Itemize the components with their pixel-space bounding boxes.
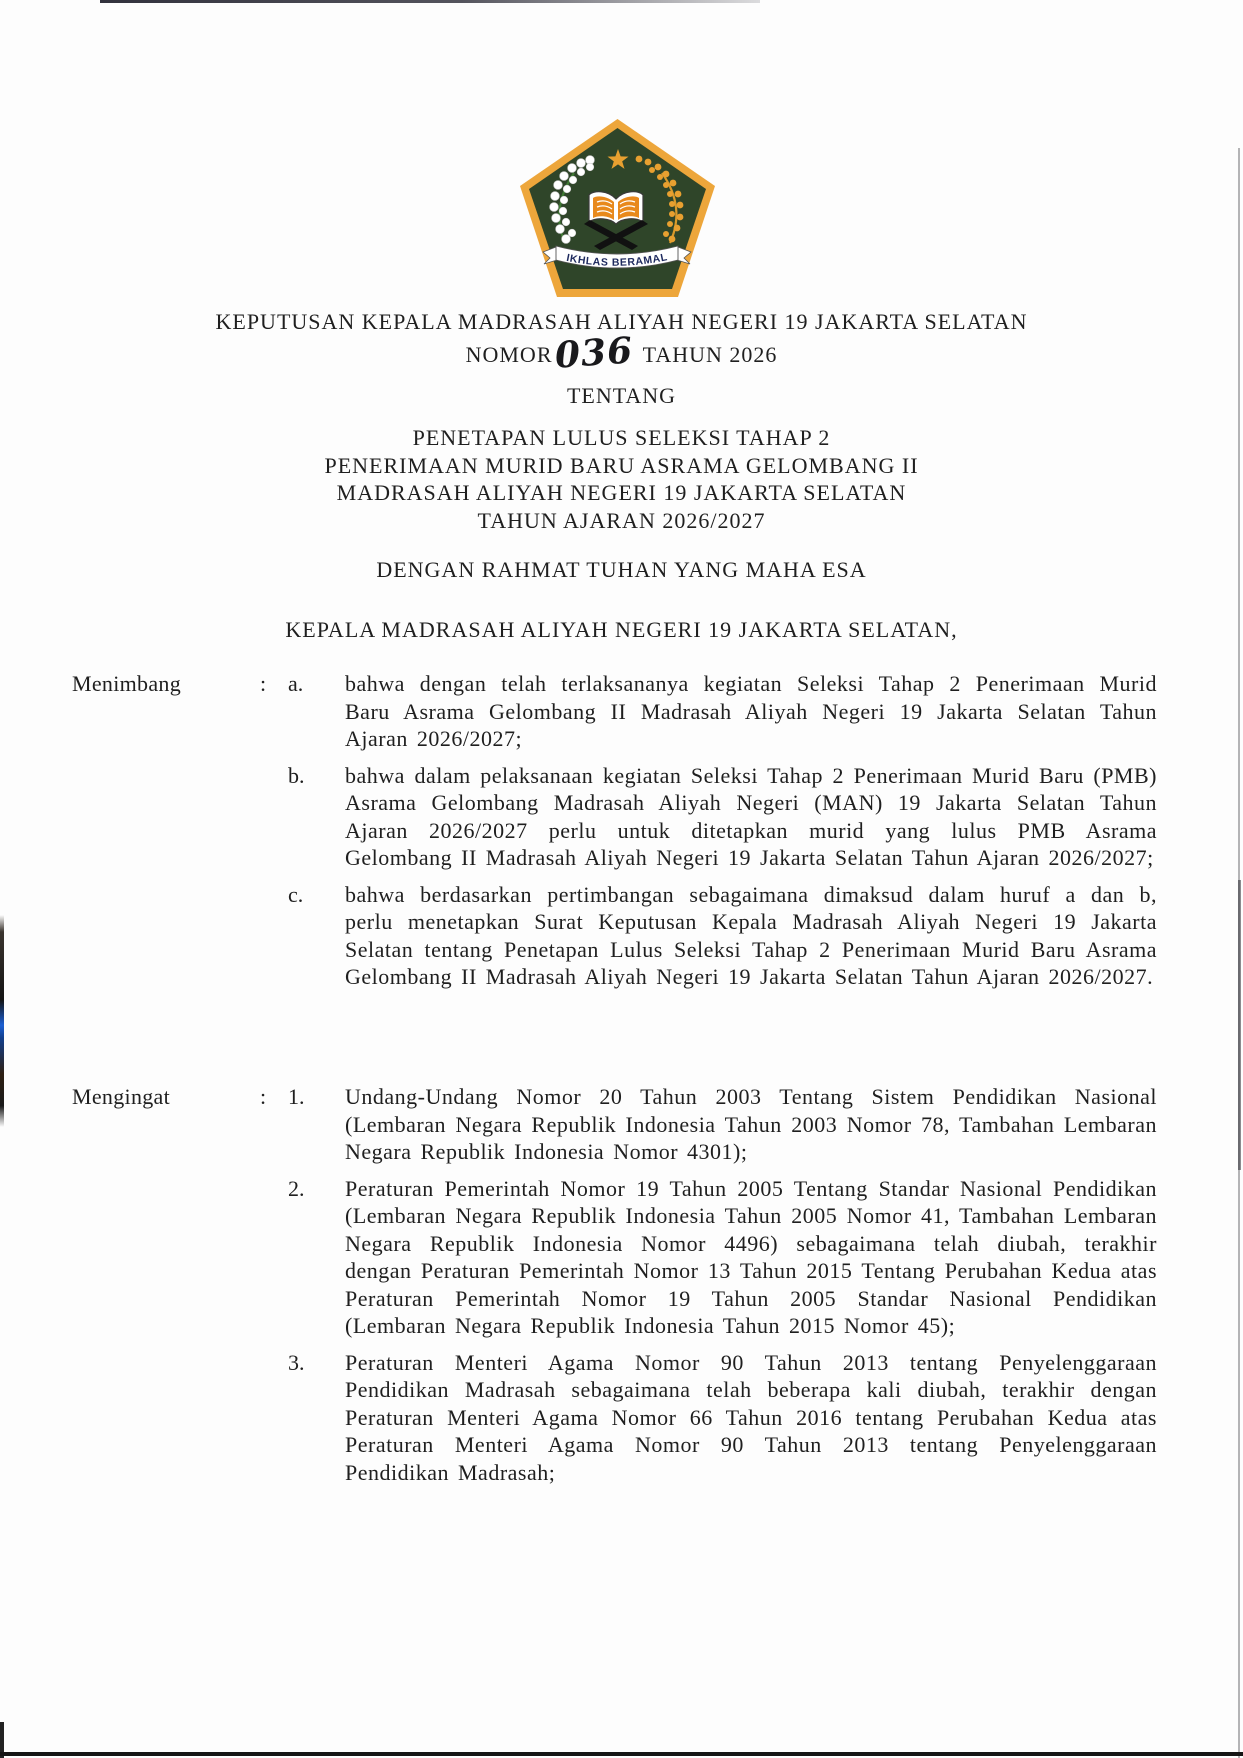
scan-artifact-bottom-left-mark — [0, 1722, 4, 1758]
nomor-suffix: TAHUN 2026 — [642, 342, 778, 367]
menimbang-items — [288, 670, 1157, 991]
item-text: bahwa dengan telah terlaksananya kegiatan Seleksi Tahap 2 Penerimaan Murid Baru Asrama Gelombang II Madrasah Aliyah Negeri 19 Jakarta Selatan Tahun Ajaran 2026/2027; — [345, 671, 1157, 751]
scan-artifact-left-mark — [0, 915, 4, 1127]
section-label: Mengingat — [72, 1084, 171, 1109]
item-marker: c. — [288, 881, 304, 907]
list-item — [288, 1175, 1157, 1340]
handwritten-decree-number: 036 — [553, 329, 635, 377]
item-marker: b. — [288, 762, 305, 788]
scan-artifact-top-line — [100, 0, 760, 3]
section-colon: : — [260, 1084, 267, 1109]
list-item — [288, 762, 1157, 872]
subject-line-4: TAHUN AJARAN 2026/2027 — [477, 507, 766, 533]
section-label: Menimbang — [72, 671, 182, 696]
nomor-line — [0, 329, 1243, 377]
mengingat-items — [288, 1083, 1157, 1486]
logo-banner-text: IKHLAS BERAMAL — [565, 251, 669, 269]
list-item — [288, 670, 1157, 753]
list-item — [288, 881, 1157, 991]
ministry-logo — [520, 119, 715, 297]
item-marker: 1. — [288, 1084, 305, 1109]
kemenag-pentagon-logo-icon — [520, 119, 715, 297]
list-item — [288, 1083, 1157, 1166]
item-text: Peraturan Menteri Agama Nomor 90 Tahun 2013 tentang Penyelenggaraan Pendidikan Madrasah sebagaimana telah beberapa kali diubah, terakhir dengan Peraturan Menteri Agama Nomor 66 Tahun 2016 tentang Perubahan Kedua atas Peraturan Menteri Agama Nomor 90 Tahun 2013 tentang Penyelenggaraan Pendidikan Madrasah; — [345, 1349, 1157, 1485]
item-text: Peraturan Pemerintah Nomor 19 Tahun 2005 Tentang Standar Nasional Pendidikan (Lembaran Negara Republik Indonesia Tahun 2005 Nomor 41, Tambahan Lembaran Negara Republik Indonesia Nomor 4496) sebagaimana telah diubah, terakhir dengan Peraturan Pemerintah Nomor 13 Tahun 2015 Tentang Perubahan Kedua atas Peraturan Pemerintah Nomor 19 Tahun 2005 Standar Nasional Pendidikan (Lembaran Negara Republik Indonesia Tahun 2015 Nomor 45); — [345, 1175, 1157, 1338]
list-item — [288, 1349, 1157, 1487]
item-text: bahwa dalam pelaksanaan kegiatan Seleksi Tahap 2 Penerimaan Murid Baru (PMB) Asrama Gelombang Madrasah Aliyah Negeri (MAN) 19 Jakarta Selatan Tahun Ajaran 2026/2027 perlu untuk ditetapkan murid yang lulus PMB Asrama Gelombang II Madrasah Aliyah Negeri 19 Jakarta Selatan Tahun Ajaran 2026/2027; — [345, 762, 1157, 870]
invocation-line: DENGAN RAHMAT TUHAN YANG MAHA ESA — [376, 557, 867, 582]
item-marker: 2. — [288, 1175, 305, 1201]
section-colon: : — [260, 671, 267, 696]
subject-line-1: PENETAPAN LULUS SELEKSI TAHAP 2 — [412, 425, 831, 450]
subject-block — [0, 424, 1243, 534]
subject-line-3: MADRASAH ALIYAH NEGERI 19 JAKARTA SELATAN — [336, 480, 907, 505]
item-text: bahwa berdasarkan pertimbangan sebagaimana dimaksud dalam huruf a dan b, perlu menetapkan Surat Keputusan Kepala Madrasah Aliyah Negeri 19 Jakarta Selatan tentang Penetapan Lulus Seleksi Tahap 2 Penerimaan Murid Baru Asrama Gelombang II Madrasah Aliyah Negeri 19 Jakarta Selatan Tahun Ajaran 2026/2027. — [345, 881, 1157, 989]
item-marker: a. — [288, 671, 304, 696]
scan-artifact-bottom-line — [0, 1752, 1243, 1756]
item-marker: 3. — [288, 1349, 305, 1375]
nomor-prefix: NOMOR — [465, 342, 553, 367]
scan-artifact-right-line-dark — [1238, 880, 1241, 1170]
section-mengingat — [72, 1083, 1157, 1495]
section-menimbang — [72, 670, 1157, 1000]
page-title: KEPUTUSAN KEPALA MADRASAH ALIYAH NEGERI 19 JAKARTA SELATAN — [215, 309, 1028, 334]
tentang-heading: TENTANG — [566, 383, 677, 408]
issuer-line: KEPALA MADRASAH ALIYAH NEGERI 19 JAKARTA SELATAN, — [285, 617, 958, 642]
item-text: Undang-Undang Nomor 20 Tahun 2003 Tentang Sistem Pendidikan Nasional (Lembaran Negara Republik Indonesia Tahun 2003 Nomor 78, Tambahan Lembaran Negara Republik Indonesia Nomor 4301); — [345, 1084, 1157, 1164]
subject-line-2: PENERIMAAN MURID BARU ASRAMA GELOMBANG II — [324, 452, 919, 478]
